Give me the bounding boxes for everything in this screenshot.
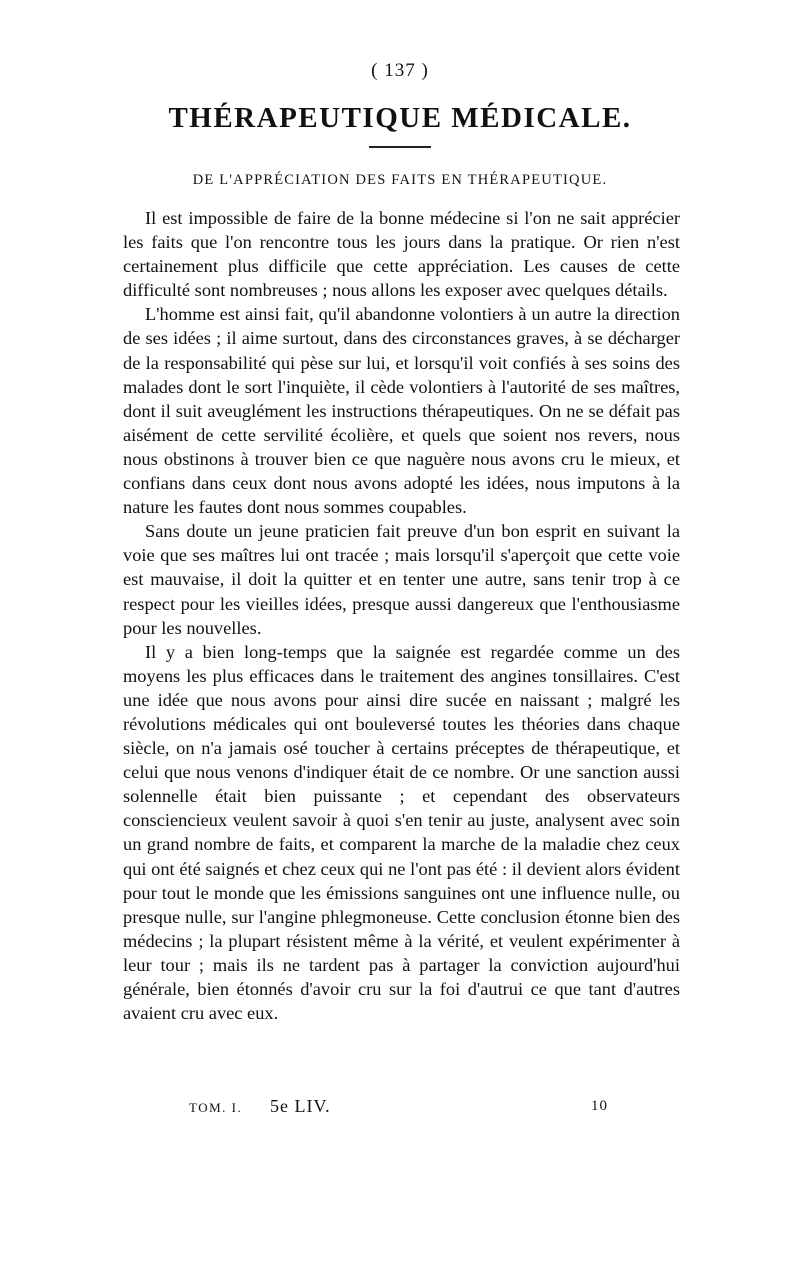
section-title: THÉRAPEUTIQUE MÉDICALE. (168, 102, 632, 134)
article-body (123, 206, 680, 1025)
article-title: DE L'APPRÉCIATION DES FAITS EN THÉRAPEUTIQUE. (192, 172, 608, 188)
title-divider (369, 146, 431, 148)
paragraph: L'homme est ainsi fait, qu'il abandonne volontiers à un autre la direction de ses idées ; il aime surtout, dans des circonstances graves, à se décharger de la responsabilité qui pèse sur lui, et lorsqu'il voit confiés à ses soins des malades dont le sort l'inquiète, il cède volontiers à l'autorité de ses maîtres, dont il suit aveuglément les instructions thérapeutiques. On ne se défait pas aisément de cette servilité écolière, et quels que soient nos revers, nous nous obstinons à trouver bien ce que naguère nous avons cru le mieux, et confians dans ceux dont nous avons adopté les idées, nous imputons à la nature les fautes dont nous sommes coupables. (123, 304, 680, 518)
footer-livraison: 5e LIV. (270, 1096, 331, 1116)
paragraph: Sans doute un jeune praticien fait preuve d'un bon esprit en suivant la voie que ses maîtres lui ont tracée ; mais lorsqu'il s'aperçoit que cette voie est mauvaise, il doit la quitter et en tenter une autre, sans tenir trop à ce respect pour les vieilles idées, presque aussi dangereux que l'enthousiasme pour les nouvelles. (123, 521, 680, 638)
footer-tome: TOM. I. (189, 1100, 243, 1115)
page-number: ( 137 ) (371, 60, 429, 81)
footer-signature-number: 10 (591, 1098, 608, 1114)
paragraph: Il est impossible de faire de la bonne médecine si l'on ne sait apprécier les faits que l'on rencontre tous les jours dans la pratique. Or rien n'est certainement plus difficile que cette appréciation. Les causes de cette difficulté sont nombreuses ; nous allons les exposer avec quelques détails. (123, 208, 680, 301)
page-footer (0, 1096, 800, 1120)
paragraph: Il y a bien long-temps que la saignée est regardée comme un des moyens les plus efficaces dans le traitement des angines tonsillaires. C'est une idée que nous avons pour ainsi dire sucée en naissant ; malgré les révolutions médicales qui ont bouleversé toutes les théories dans chaque siècle, on n'a jamais osé toucher à certains préceptes de thérapeutique, et celui que nous venons d'indiquer était de ce nombre. Or une sanction aussi solennelle était bien puissante ; et cependant des observateurs consciencieux veulent savoir à quoi s'en tenir au juste, analysent avec soin un grand nombre de faits, et comparent la marche de la maladie chez ceux qui ont été saignés et chez ceux qui ne l'ont pas été : il devient alors évident pour tout le monde que les émissions sanguines ont une influence nulle, ou presque nulle, sur l'angine phlegmoneuse. Cette conclusion étonne bien des médecins ; la plupart résistent même à la vérité, et veulent expérimenter à leur tour ; mais ils ne tardent pas à partager la conviction aujourd'hui générale, bien étonnés d'avoir cru sur la foi d'autrui ce que tant d'autres avaient cru avec eux. (123, 641, 680, 1024)
